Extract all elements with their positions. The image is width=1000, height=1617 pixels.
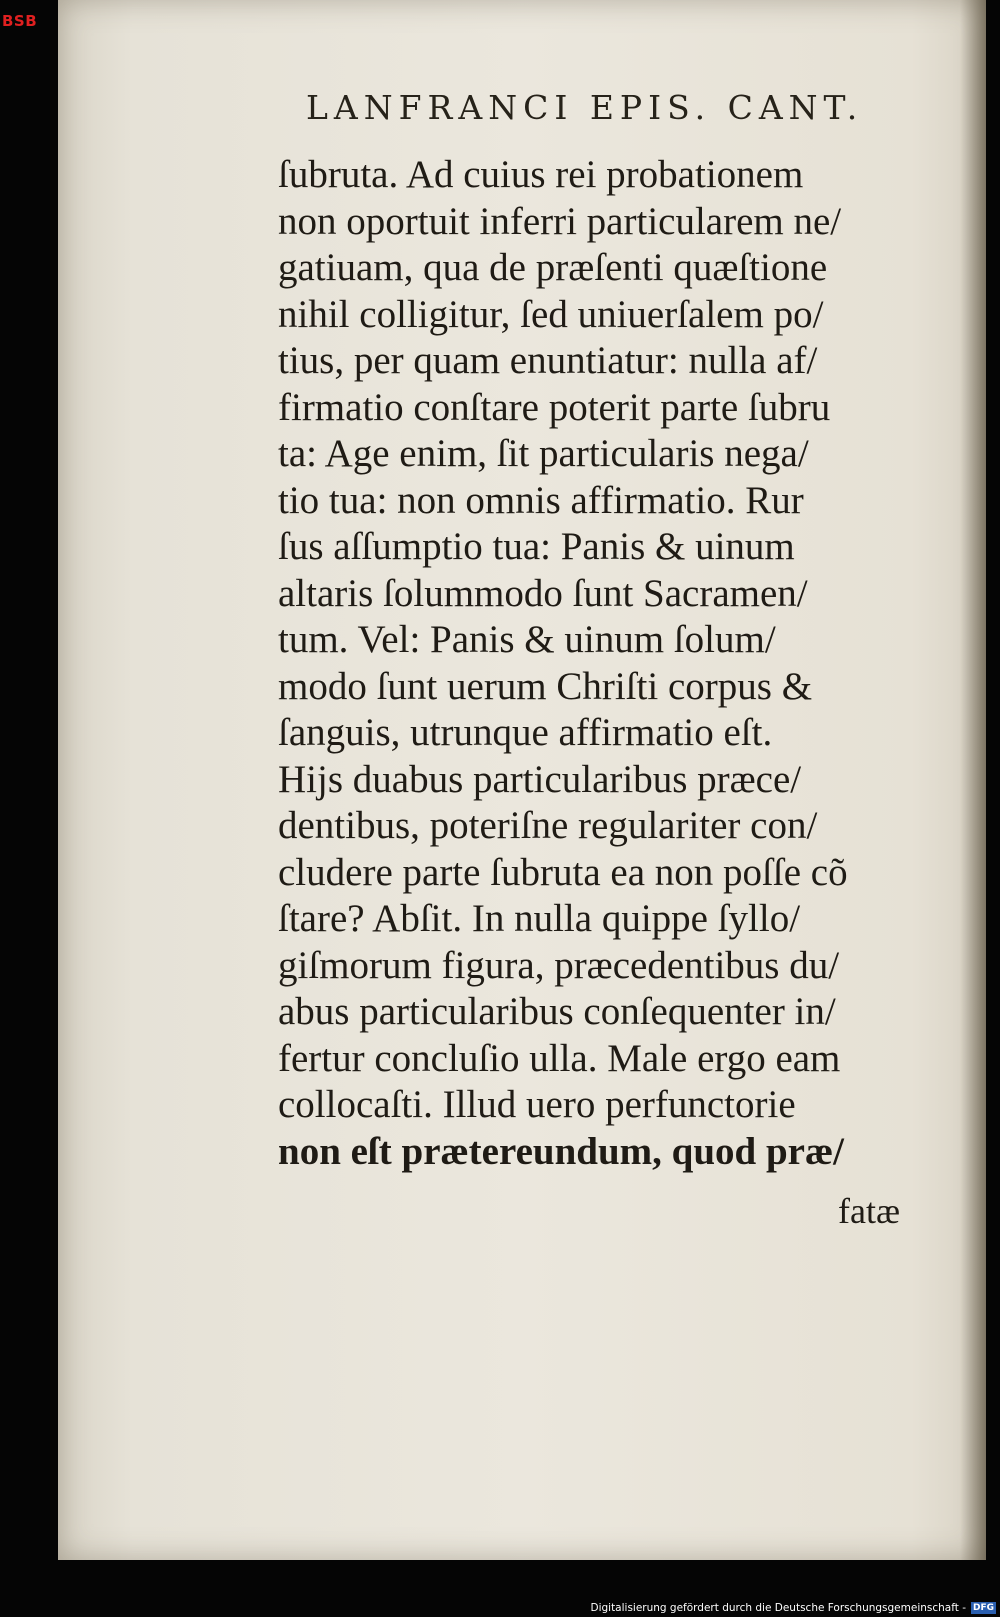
text-line: firmatio conſtare poterit parte ſubru — [278, 385, 831, 429]
text-line: dentibus, poteriſne regulariter con/ — [278, 804, 818, 847]
text-line: Hijs duabus particularibus præce/ — [278, 757, 802, 801]
text-line: ſtare? Abſit. In nulla quippe ſyllo/ — [278, 897, 801, 940]
text-line: abus particularibus conſequenter in/ — [278, 990, 836, 1033]
text-line: altaris ſolummodo ſunt Sacramen/ — [278, 571, 808, 615]
text-line: non oportuit inferri particularem ne/ — [278, 199, 842, 243]
text-line: tum. Vel: Panis & uinum ſolum/ — [278, 618, 776, 661]
book-page — [58, 0, 986, 1560]
text-line: giſmorum figura, præcedentibus du/ — [278, 943, 840, 987]
text-line: gatiuam, qua de præſenti quæſtione — [278, 246, 828, 289]
text-line: ſus aſſumptio tua: Panis & uinum — [278, 525, 795, 568]
dfg-logo: DFG — [972, 1603, 994, 1613]
text-line: nihil colligitur, ſed uniuerſalem po/ — [278, 292, 824, 336]
text-line: fertur concluſio ulla. Male ergo eam — [278, 1036, 841, 1080]
text-line: ta: Age enim, ſit particularis nega/ — [278, 432, 809, 475]
text-line: modo ſunt uerum Chriſti corpus & — [278, 664, 813, 708]
text-line: non eſt prætereundum, quod præ/ — [278, 1129, 844, 1173]
text-line: cludere parte ſubruta ea non poſſe cõ — [278, 850, 848, 894]
bsb-logo: BSB — [2, 12, 38, 30]
text-line: collocaſti. Illud uero perfunctorie — [278, 1083, 796, 1126]
text-line: tius, per quam enuntiatur: nulla af/ — [278, 339, 818, 382]
text-line: tio tua: non omnis affirmatio. Rur — [278, 478, 804, 522]
catchword: fatæ — [838, 1191, 900, 1231]
text-line: ſanguis, utrunque affirmatio eſt. — [278, 711, 773, 754]
text-line: ſubruta. Ad cuius rei probationem — [278, 153, 804, 196]
page-body — [278, 152, 998, 1175]
running-header: LANFRANCI EPIS. CANT. — [306, 88, 864, 127]
digitization-credit: Digitalisierung gefördert durch die Deutsche Forschungsgemeinschaft - — [590, 1602, 966, 1614]
